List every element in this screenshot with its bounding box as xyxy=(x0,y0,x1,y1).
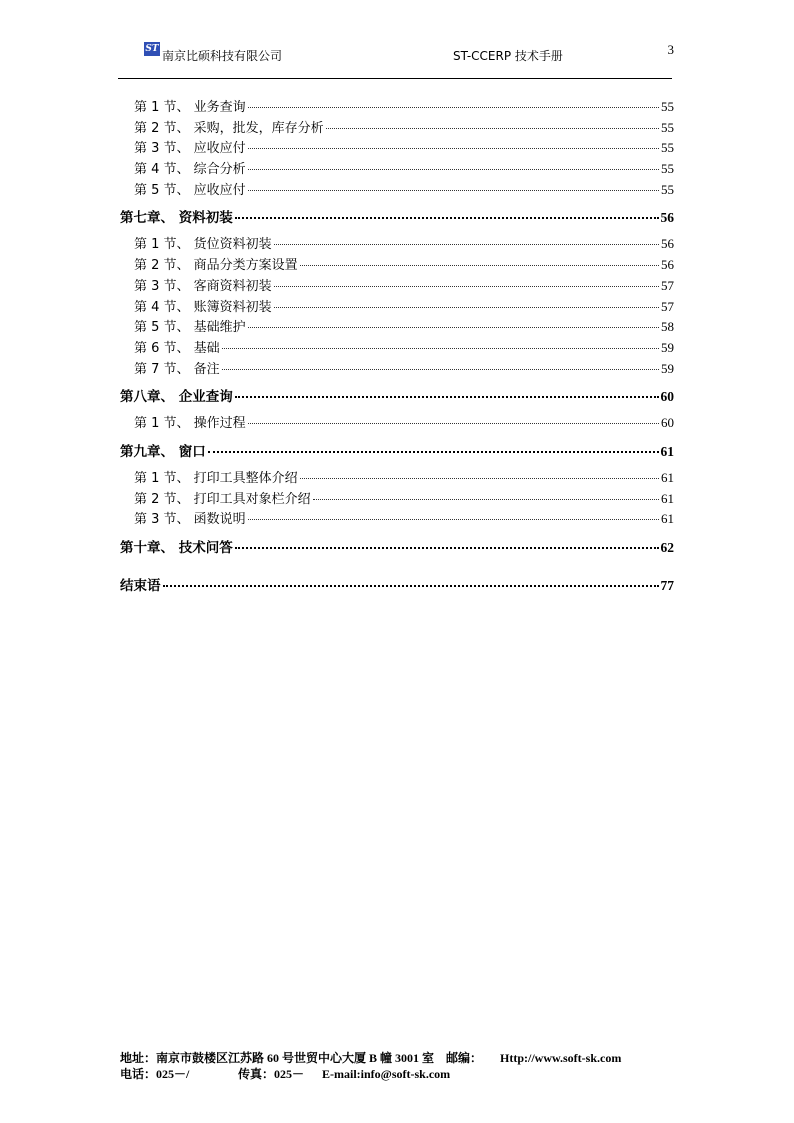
toc-section-item[interactable] xyxy=(120,413,674,434)
toc-section-page: 55 xyxy=(661,119,674,135)
toc-chapter-page: 62 xyxy=(660,540,674,555)
toc-chapter-title: 第七章、 资料初装 xyxy=(120,210,233,227)
toc-chapter-page: 60 xyxy=(660,389,674,405)
toc-section-page: 56 xyxy=(661,236,674,252)
footer-phone: 电话：025－/ xyxy=(120,1067,190,1081)
toc-section-title: 第 2 节、 采购，批发，库存分析 xyxy=(134,120,324,136)
toc-section-page: 55 xyxy=(661,99,674,114)
toc-leader-dots xyxy=(235,547,659,549)
toc-chapter-title: 第十章、 技术问答 xyxy=(120,540,233,556)
toc-chapter-10[interactable] xyxy=(120,534,674,562)
toc-section-page: 56 xyxy=(661,257,674,273)
toc-section-title: 第 4 节、 账簿资料初装 xyxy=(134,299,272,315)
toc-section-title: 第 6 节、 基础 xyxy=(134,340,220,356)
toc-section-page: 61 xyxy=(661,469,674,485)
toc-leader-dots xyxy=(300,478,659,479)
toc-section-title: 第 2 节、 打印工具对象栏介绍 xyxy=(134,491,311,507)
toc-chapter-7[interactable] xyxy=(120,204,674,232)
toc-section-title: 第 1 节、 业务查询 xyxy=(134,100,246,115)
toc-section-item[interactable] xyxy=(120,180,674,201)
toc-section-title: 第 2 节、 商品分类方案设置 xyxy=(134,258,298,274)
toc-leader-dots xyxy=(163,585,659,587)
toc-section-title: 第 3 节、 函数说明 xyxy=(134,512,246,528)
toc-leader-dots xyxy=(326,128,659,129)
toc-section-item[interactable] xyxy=(120,297,674,318)
toc-section-title: 第 7 节、 备注 xyxy=(134,361,220,377)
toc-section-item[interactable] xyxy=(120,97,674,118)
footer-postcode: 邮编： xyxy=(446,1051,483,1065)
toc-leader-dots xyxy=(274,307,659,308)
toc-section-title: 第 1 节、 打印工具整体介绍 xyxy=(134,470,298,486)
footer-row-1 xyxy=(120,1050,680,1066)
toc-section-title: 第 5 节、 应收应付 xyxy=(134,182,246,198)
toc-section-item[interactable] xyxy=(120,118,674,139)
toc-section-item[interactable] xyxy=(120,359,674,380)
toc-section-page: 59 xyxy=(661,360,674,376)
toc-section-title: 第 1 节、 操作过程 xyxy=(134,416,246,432)
toc-section-page: 57 xyxy=(661,298,674,314)
toc-leader-dots xyxy=(222,369,659,370)
toc-chapter-title: 结束语 xyxy=(120,578,161,594)
toc-conclusion[interactable] xyxy=(120,572,674,600)
toc-section-title: 第 4 节、 综合分析 xyxy=(134,162,246,178)
page-footer xyxy=(120,1050,680,1082)
toc-section-title: 第 5 节、 基础维护 xyxy=(134,320,246,336)
toc-section-item[interactable] xyxy=(120,489,674,510)
toc-section-title: 第 3 节、 客商资料初装 xyxy=(134,278,272,294)
toc-leader-dots xyxy=(248,107,659,108)
toc-section-page: 55 xyxy=(661,140,674,156)
footer-website[interactable]: Http://www.soft-sk.com xyxy=(500,1051,622,1065)
toc-leader-dots xyxy=(300,265,659,266)
page-header xyxy=(118,40,672,79)
toc-leader-dots xyxy=(208,451,659,453)
toc-section-item[interactable] xyxy=(120,255,674,276)
toc-chapter-page: 77 xyxy=(660,578,674,593)
company-name: 南京比硕科技有限公司 xyxy=(162,49,283,63)
toc-leader-dots xyxy=(235,217,659,219)
toc-chapter-9[interactable] xyxy=(120,438,674,466)
footer-row-2 xyxy=(120,1066,680,1082)
toc-section-page: 57 xyxy=(661,277,674,293)
toc-section-item[interactable] xyxy=(120,234,674,255)
toc-leader-dots xyxy=(235,396,659,398)
toc-leader-dots xyxy=(313,499,659,500)
footer-fax: 传真：025－ xyxy=(238,1067,305,1081)
toc-chapter-title: 第九章、 窗口 xyxy=(120,443,206,460)
toc-leader-dots xyxy=(274,244,659,245)
toc-leader-dots xyxy=(248,519,659,520)
toc-section-page: 55 xyxy=(661,181,674,197)
toc-leader-dots xyxy=(248,190,659,191)
toc-chapter-title: 第八章、 企业查询 xyxy=(120,389,233,406)
toc-chapter-8[interactable] xyxy=(120,383,674,411)
toc-section-item[interactable] xyxy=(120,138,674,159)
toc-leader-dots xyxy=(248,423,659,424)
toc-leader-dots xyxy=(248,169,659,170)
toc-section-page: 58 xyxy=(661,319,674,335)
toc-section-group xyxy=(120,234,674,379)
toc-chapter-page: 56 xyxy=(660,210,674,226)
toc-section-group xyxy=(120,97,674,200)
toc-section-page: 61 xyxy=(661,490,674,506)
table-of-contents xyxy=(120,97,674,602)
toc-section-item[interactable] xyxy=(120,317,674,338)
toc-section-page: 59 xyxy=(661,339,674,355)
toc-leader-dots xyxy=(222,348,659,349)
company-logo: ST xyxy=(145,44,159,54)
toc-section-item[interactable] xyxy=(120,509,674,530)
toc-section-item[interactable] xyxy=(120,338,674,359)
toc-section-page: 55 xyxy=(661,161,674,177)
footer-email[interactable]: E-mail:info@soft-sk.com xyxy=(322,1067,451,1081)
toc-section-item[interactable] xyxy=(120,276,674,297)
footer-address: 地址：南京市鼓楼区江苏路 60 号世贸中心大厦 B 幢 3001 室 xyxy=(120,1051,435,1065)
toc-section-item[interactable] xyxy=(120,159,674,180)
toc-chapter-page: 61 xyxy=(660,443,674,459)
toc-section-page: 60 xyxy=(661,415,674,431)
toc-leader-dots xyxy=(248,148,659,149)
toc-section-title: 第 3 节、 应收应付 xyxy=(134,141,246,157)
page-number: 3 xyxy=(667,42,674,57)
toc-section-group xyxy=(120,413,674,434)
toc-section-item[interactable] xyxy=(120,468,674,489)
toc-section-group xyxy=(120,468,674,530)
toc-leader-dots xyxy=(248,327,659,328)
toc-section-title: 第 1 节、 货位资料初装 xyxy=(134,237,272,253)
toc-leader-dots xyxy=(274,286,659,287)
manual-title: ST-CCERP 技术手册 xyxy=(453,49,563,63)
toc-section-page: 61 xyxy=(661,511,674,527)
